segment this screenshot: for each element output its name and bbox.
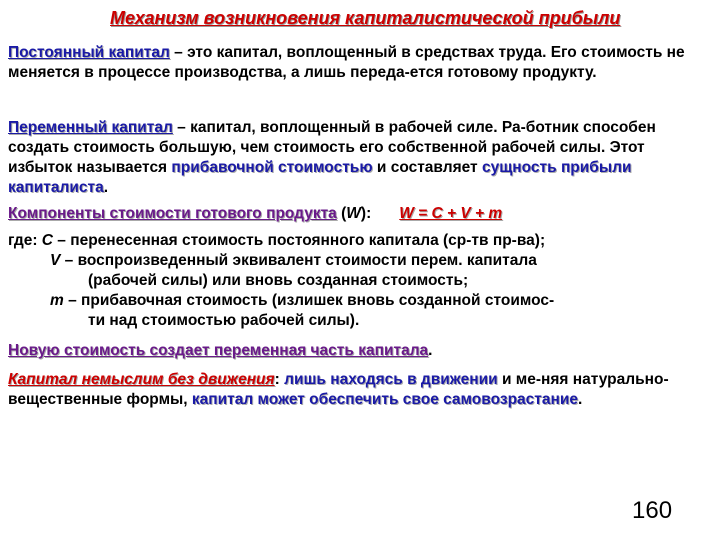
movement-colon: : [274, 371, 285, 388]
components-w-symbol: W [346, 205, 361, 222]
movement-end: . [578, 391, 583, 408]
term-value-components: Компоненты стоимости готового продукта [8, 205, 337, 222]
paragraph-capital-movement [8, 370, 713, 410]
movement-text: и ме-няя натурально-вещественные формы, [8, 371, 669, 408]
paragraph-value-components [8, 204, 713, 224]
legend-lead: где: [8, 232, 42, 249]
legend-v-text: – воспроизведенный эквивалент стоимости перем. капитала [60, 252, 537, 269]
components-close-paren: ): [360, 205, 372, 222]
legend-c-text: – перенесенная стоимость постоянного капитала (ср-тв пр-ва); [53, 232, 546, 249]
legend-line-v [8, 251, 713, 271]
paragraph-variable-capital [8, 118, 713, 198]
term-self-expansion: капитал может обеспечить свое самовозрастание [191, 391, 578, 408]
legend-line-m [8, 291, 713, 311]
term-constant-capital: Постоянный капитал [8, 44, 170, 61]
legend-line-m-cont: ти над стоимостью рабочей силы). [88, 312, 360, 329]
symbol-c: C [41, 232, 53, 249]
constant-capital-definition: – это капитал, воплощенный в средствах труда. Его стоимость не меняется в процессе производства, а лишь переда-ется готовому продукту. [8, 44, 685, 81]
slide-title: Механизм возникновения капиталистической прибыли [110, 8, 621, 28]
legend-line-v-cont: (рабочей силы) или вновь созданная стоимость; [88, 272, 469, 289]
variable-capital-end: . [103, 179, 108, 196]
legend-line-c [8, 231, 713, 251]
symbol-m: m [50, 292, 64, 309]
new-value-end: . [428, 342, 433, 359]
term-surplus-value: прибавочной стоимостью [171, 159, 373, 176]
legend-m-text: – прибавочная стоимость (излишек вновь созданной стоимос- [63, 292, 555, 309]
page-number: 160 [632, 497, 673, 524]
term-new-value: Новую стоимость создает переменная часть капитала [8, 342, 429, 359]
variable-capital-definition: – капитал, воплощенный в рабочей силе. Ра-ботник способен создать стоимость большую, чем стоимость его собственной рабочей силы. Этот избыток называется [8, 119, 656, 176]
symbol-v: V [50, 252, 61, 269]
paragraph-new-value [8, 341, 713, 361]
components-open-paren: ( [336, 205, 347, 222]
term-variable-capital: Переменный капитал [8, 119, 173, 136]
term-in-motion: лишь находясь в движении [284, 371, 498, 388]
paragraph-legend [8, 231, 713, 331]
variable-capital-connector: и составляет [372, 159, 482, 176]
term-profit-essence: сущность прибыли капиталиста [8, 159, 632, 196]
value-formula: W = C + V + m [399, 205, 503, 222]
term-capital-movement: Капитал немыслим без движения [8, 371, 275, 388]
paragraph-constant-capital [8, 43, 713, 83]
